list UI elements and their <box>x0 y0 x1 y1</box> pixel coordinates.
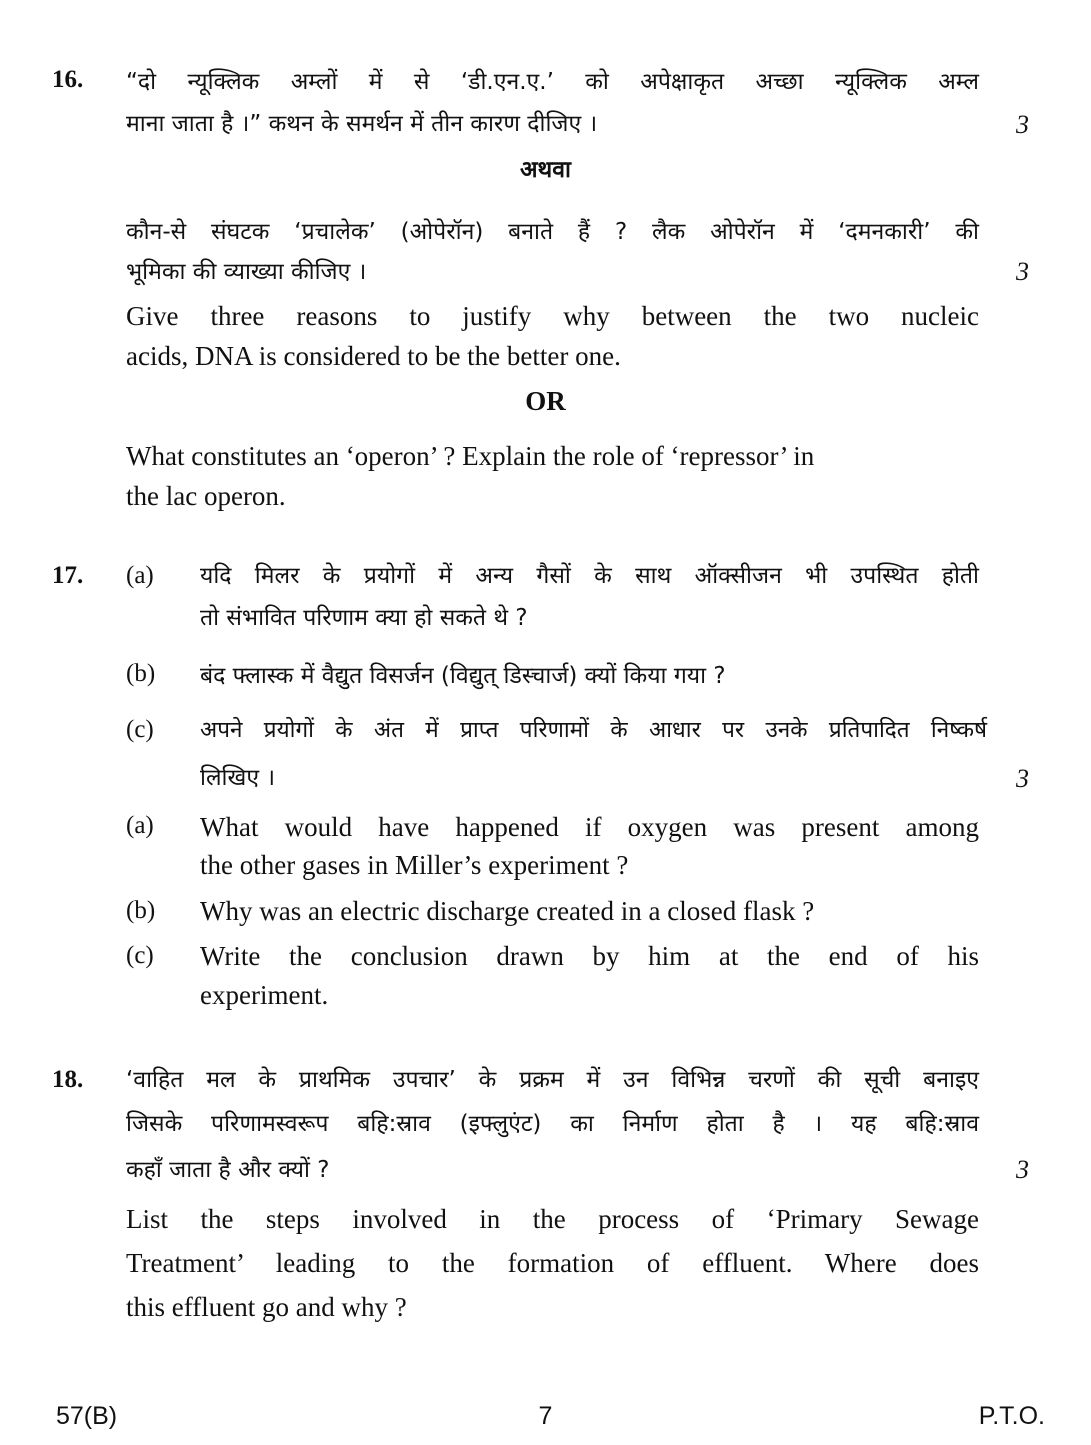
marks: 3 <box>1016 257 1029 286</box>
pto-label: P.T.O. <box>978 1402 1045 1430</box>
question-text-english: this effluent go and why ? <box>126 1292 407 1322</box>
marks: 3 <box>1016 764 1029 793</box>
question-text-english: Give three reasons to justify why between the two nucleic <box>126 301 979 331</box>
question-number: 16. <box>52 66 84 93</box>
question-text-hindi: अपने प्रयोगों के अंत में प्राप्त परिणामों के आधार पर उनके प्रतिपादित निष्कर्ष <box>200 717 987 743</box>
marks: 3 <box>1016 110 1029 139</box>
question-text-english: the other gases in Miller’s experiment ? <box>200 850 629 880</box>
question-text-hindi: “दो न्यूक्लिक अम्लों में से ‘डी.एन.ए.’ को अपेक्षाकृत अच्छा न्यूक्लिक अम्ल <box>126 69 979 95</box>
question-text-english: Write the conclusion drawn by him at the end of his <box>200 941 979 971</box>
question-text-hindi: ‘वाहित मल के प्राथमिक उपचार’ के प्रक्रम में उन विभिन्न चरणों की सूची बनाइए <box>126 1067 979 1093</box>
question-text-english: What constitutes an ‘operon’ ? Explain the role of ‘repressor’ in <box>126 441 815 471</box>
question-text-hindi: तो संभावित परिणाम क्या हो सकते थे ? <box>200 605 528 631</box>
question-number: 17. <box>52 562 84 589</box>
or-divider-english: OR <box>525 386 566 416</box>
question-text-hindi: कौन-से संघटक ‘प्रचालेक’ (ओपेरॉन) बनाते हैं ? लैक ओपेरॉन में ‘दमनकारी’ की <box>126 219 979 245</box>
question-text-hindi: कहाँ जाता है और क्यों ? <box>126 1157 330 1183</box>
sub-label: (c) <box>126 716 154 743</box>
question-text-english: Why was an electric discharge created in a closed flask ? <box>200 896 815 926</box>
sub-label: (a) <box>126 562 154 589</box>
sub-label: (b) <box>126 660 156 687</box>
question-text-hindi: जिसके परिणामस्वरूप बहि:स्राव (इफ्लुएंट) का निर्माण होता है । यह बहि:स्राव <box>126 1111 979 1137</box>
question-number: 18. <box>52 1066 84 1093</box>
paper-code: 57(B) <box>56 1402 118 1430</box>
question-text-english: the lac operon. <box>126 481 286 511</box>
question-text-english: acids, DNA is considered to be the better one. <box>126 341 621 371</box>
question-text-english: List the steps involved in the process of ‘Primary Sewage <box>126 1204 979 1234</box>
sub-label: (a) <box>126 812 154 839</box>
question-text-english: Treatment’ leading to the formation of effluent. Where does <box>126 1248 979 1278</box>
question-text-english: What would have happened if oxygen was present among <box>200 812 979 842</box>
or-divider-hindi: अथवा <box>519 157 571 183</box>
sub-label: (c) <box>126 942 154 969</box>
question-text-hindi: यदि मिलर के प्रयोगों में अन्य गैसों के साथ ऑक्सीजन भी उपस्थित होती <box>200 563 979 589</box>
question-text-hindi: भूमिका की व्याख्या कीजिए । <box>126 259 367 285</box>
page-number: 7 <box>538 1402 553 1430</box>
question-text-english: experiment. <box>200 980 329 1010</box>
question-text-hindi: बंद फ्लास्क में वैद्युत विसर्जन (विद्युत् डिस्चार्ज) क्यों किया गया ? <box>200 663 726 689</box>
sub-label: (b) <box>126 897 156 924</box>
question-text-hindi: माना जाता है ।” कथन के समर्थन में तीन कारण दीजिए । <box>126 111 598 137</box>
marks: 3 <box>1016 1155 1029 1184</box>
question-text-hindi: लिखिए । <box>200 765 276 791</box>
